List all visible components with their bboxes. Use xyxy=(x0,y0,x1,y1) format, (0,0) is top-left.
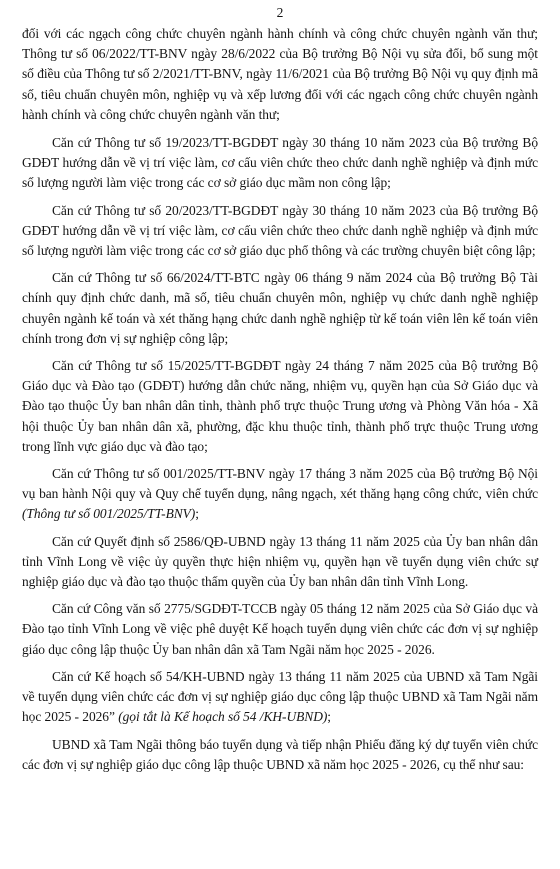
paragraph-announcement xyxy=(22,735,538,775)
paragraph-circular-19-2023 xyxy=(22,133,538,194)
paragraph-text: UBND xã Tam Ngãi thông báo tuyển dụng và tiếp nhận Phiếu đăng ký dự tuyển viên chức các đơn vị sự nghiệp giáo dục công lập thuộc UBND xã năm học 2025 - 2026, cụ thể như sau: xyxy=(22,736,538,772)
paragraph-text: Căn cứ Thông tư số 66/2024/TT-BTC ngày 06 tháng 9 năm 2024 của Bộ trưởng Bộ Tài chính quy định chức danh, mã số, tiêu chuẩn chuyên môn, nghiệp vụ chức danh nghề nghiệp chuyên ngành kế toán và xét thăng hạng chức danh nghề nghiệp từ kế toán viên lên kế toán viên chính trong đơn vị sự nghiệp công lập; xyxy=(22,270,538,346)
page-number: 2 xyxy=(276,5,284,20)
paragraph-plan-54 xyxy=(22,667,538,728)
paragraph-circular-66-2024 xyxy=(22,268,538,349)
paragraph-circular-001-2025 xyxy=(22,464,538,525)
paragraph-text: Căn cứ Kế hoạch số 54/KH-UBND ngày 13 tháng 11 năm 2025 của UBND xã Tam Ngãi về tuyển dụng viên chức các đơn vị sự nghiệp giáo dục công lập thuộc UBND xã Tam Ngãi năm học 2025 - 2026” xyxy=(22,668,538,725)
paragraph-text: Căn cứ Thông tư số 19/2023/TT-BGDĐT ngày 30 tháng 10 năm 2023 của Bộ trưởng Bộ GDĐT hướng dẫn về vị trí việc làm, cơ cấu viên chức theo chức danh nghề nghiệp và định mức số lượng người làm việc trong các cơ sở giáo dục mầm non công lập; xyxy=(22,135,538,191)
paragraph-continuation xyxy=(22,24,538,125)
paragraph-circular-15-2025 xyxy=(22,356,538,457)
paragraph-text: Căn cứ Thông tư số 20/2023/TT-BGDĐT ngày 30 tháng 10 năm 2023 của Bộ trưởng Bộ GDĐT hướng dẫn về vị trí việc làm, cơ cấu viên chức theo chức danh nghề nghiệp và định mức số lượng người làm việc trong các cơ sở giáo dục phổ thông và các trường chuyên biệt công lập; xyxy=(22,202,538,259)
paragraph-text: Căn cứ Công văn số 2775/SGDĐT-TCCB ngày 05 tháng 12 năm 2025 của Sở Giáo dục và Đào tạo tỉnh Vĩnh Long về việc phê duyệt Kế hoạch tuyển dụng viên chức các đơn vị sự nghiệp giáo dục công lập thuộc Ủy ban nhân dân xã Tam Ngãi năm học 2025 - 2026. xyxy=(22,601,538,657)
paragraph-decision-2586 xyxy=(22,532,538,593)
paragraph-tail: ; xyxy=(327,709,331,725)
paragraph-circular-20-2023 xyxy=(22,201,538,262)
paragraph-italic-note: (Thông tư số 001/2025/TT-BNV) xyxy=(22,506,196,522)
paragraph-official-letter-2775 xyxy=(22,599,538,660)
paragraph-text: đối với các ngạch công chức chuyên ngành hành chính và công chức chuyên ngành văn thư; Thông tư số 06/2022/TT-BNV ngày 28/6/2022 của Bộ trưởng Bộ Nội vụ sửa đổi, bổ sung một số điều của Thông tư số 2/2021/TT-BNV, ngày 11/6/2021 của Bộ trưởng Bộ Nội vụ quy định mã số, tiêu chuẩn chuyên môn, nghiệp vụ và xếp lương đối với các ngạch công chức chuyên ngành hành chính và công chức chuyên ngành văn thư; xyxy=(22,26,538,122)
paragraph-text: Căn cứ Thông tư số 15/2025/TT-BGDĐT ngày 24 tháng 7 năm 2025 của Bộ trưởng Bộ Giáo dục và Đào tạo (GDĐT) hướng dẫn chức năng, nhiệm vụ, quyền hạn của Sở Giáo dục và Đào tạo thuộc Ủy ban nhân dân tỉnh, thành phố trực thuộc Trung ương và Phòng Văn hóa - Xã hội thuộc Ủy ban nhân dân xã, phường, đặc khu thuộc tỉnh, thành phố trực thuộc Trung ương trong lĩnh vực giáo dục và đào tạo; xyxy=(22,358,538,454)
paragraph-tail: ; xyxy=(195,506,199,522)
paragraph-text: Căn cứ Thông tư số 001/2025/TT-BNV ngày 17 tháng 3 năm 2025 của Bộ trưởng Bộ Nội vụ ban hành Nội quy và Quy chế tuyển dụng, nâng ngạch, xét thăng hạng công chức, viên chức xyxy=(22,466,538,502)
paragraph-text: Căn cứ Quyết định số 2586/QĐ-UBND ngày 13 tháng 11 năm 2025 của Ủy ban nhân dân tỉnh Vĩnh Long về việc ủy quyền thực hiện nhiệm vụ, quyền hạn về tuyển dụng viên chức sự nghiệp giáo dục và đào tạo thuộc thẩm quyền của Ủy ban nhân dân tỉnh Vĩnh Long. xyxy=(22,533,538,590)
paragraph-italic-note: (gọi tắt là Kế hoạch số 54 /KH-UBND) xyxy=(118,709,328,725)
